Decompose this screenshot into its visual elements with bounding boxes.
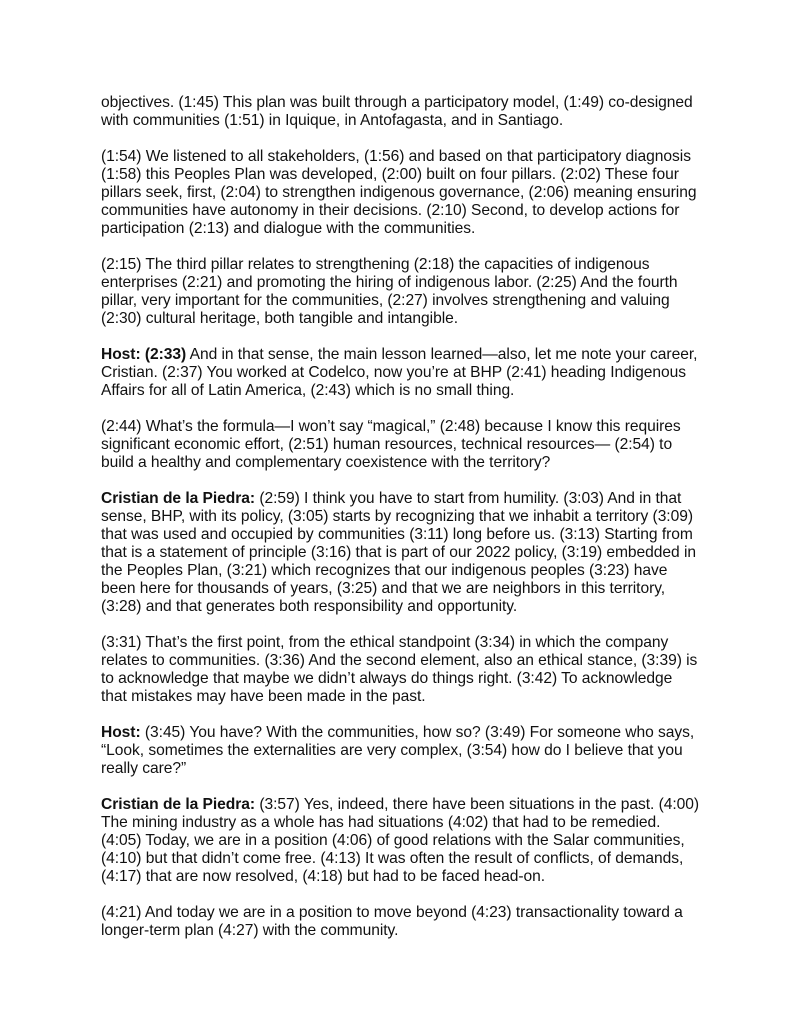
transcript-paragraph bbox=[101, 724, 701, 778]
transcript-paragraph bbox=[101, 94, 701, 130]
paragraph-text: (3:57) Yes, indeed, there have been situations in the past. (4:00) The mining industry as a whole has had situations (4:02) that had to be remedied. (4:05) Today, we are in a position (4:06) of good relations with the Salar communities, (4:10) but that didn’t come free. (4:13) It was often the result of conflicts, of demands, (4:17) that are now resolved, (4:18) but had to be faced head-on. bbox=[101, 796, 700, 885]
transcript-paragraph bbox=[101, 418, 701, 472]
paragraph-text: (1:54) We listened to all stakeholders, (1:56) and based on that participatory diagnosis (1:58) this Peoples Plan was developed, (2:00) built on four pillars. (2:02) These four pillars seek, first, (2:04) to strengthen indigenous governance, (2:06) meaning ensuring communities have autonomy in their decisions. (2:10) Second, to develop actions for participation (2:13) and dialogue with the communities. bbox=[101, 148, 697, 237]
transcript-paragraph bbox=[101, 634, 701, 706]
speaker-label: Cristian de la Piedra: bbox=[101, 796, 256, 813]
transcript-paragraph bbox=[101, 148, 701, 238]
speaker-label: Cristian de la Piedra: bbox=[101, 490, 256, 507]
transcript-page bbox=[101, 94, 701, 958]
paragraph-text: And in that sense, the main lesson learned—also, let me note your career, Cristian. (2:37) You worked at Codelco, now you’re at BHP (2:41) heading Indigenous Affairs for all of Latin America, (2:43) which is no small thing. bbox=[101, 346, 698, 399]
transcript-paragraph bbox=[101, 904, 701, 940]
speaker-label: Host: bbox=[101, 724, 141, 741]
transcript-paragraph bbox=[101, 346, 701, 400]
paragraph-text: (2:15) The third pillar relates to strengthening (2:18) the capacities of indigenous enterprises (2:21) and promoting the hiring of indigenous labor. (2:25) And the fourth pillar, very important for the communities, (2:27) involves strengthening and valuing (2:30) cultural heritage, both tangible and intangible. bbox=[101, 256, 678, 327]
paragraph-text: (3:45) You have? With the communities, how so? (3:49) For someone who says, “Look, sometimes the externalities are very complex, (3:54) how do I believe that you really care?” bbox=[101, 724, 695, 777]
speaker-label: Host: (2:33) bbox=[101, 346, 187, 363]
transcript-paragraph bbox=[101, 256, 701, 328]
paragraph-text: (2:44) What’s the formula—I won’t say “magical,” (2:48) because I know this requires significant economic effort, (2:51) human resources, technical resources— (2:54) to build a healthy and complementary coexistence with the territory? bbox=[101, 418, 681, 471]
paragraph-text: (4:21) And today we are in a position to move beyond (4:23) transactionality toward a longer-term plan (4:27) with the community. bbox=[101, 904, 683, 939]
transcript-paragraph bbox=[101, 490, 701, 616]
paragraph-text: (3:31) That’s the first point, from the ethical standpoint (3:34) in which the company relates to communities. (3:36) And the second element, also an ethical stance, (3:39) is to acknowledge that maybe we didn’t always do things right. (3:42) To acknowledge that mistakes may have been made in the past. bbox=[101, 634, 698, 705]
transcript-paragraph bbox=[101, 796, 701, 886]
paragraph-text: objectives. (1:45) This plan was built through a participatory model, (1:49) co-designed with communities (1:51) in Iquique, in Antofagasta, and in Santiago. bbox=[101, 94, 693, 129]
paragraph-text: (2:59) I think you have to start from humility. (3:03) And in that sense, BHP, with its policy, (3:05) starts by recognizing that we inhabit a territory (3:09) that was used and occupied by communities (3:11) long before us. (3:13) Starting from that is a statement of principle (3:16) that is part of our 2022 policy, (3:19) embedded in the Peoples Plan, (3:21) which recognizes that our indigenous peoples (3:23) have been here for thousands of years, (3:25) and that we are neighbors in this territory, (3:28) and that generates both responsibility and opportunity. bbox=[101, 490, 696, 615]
